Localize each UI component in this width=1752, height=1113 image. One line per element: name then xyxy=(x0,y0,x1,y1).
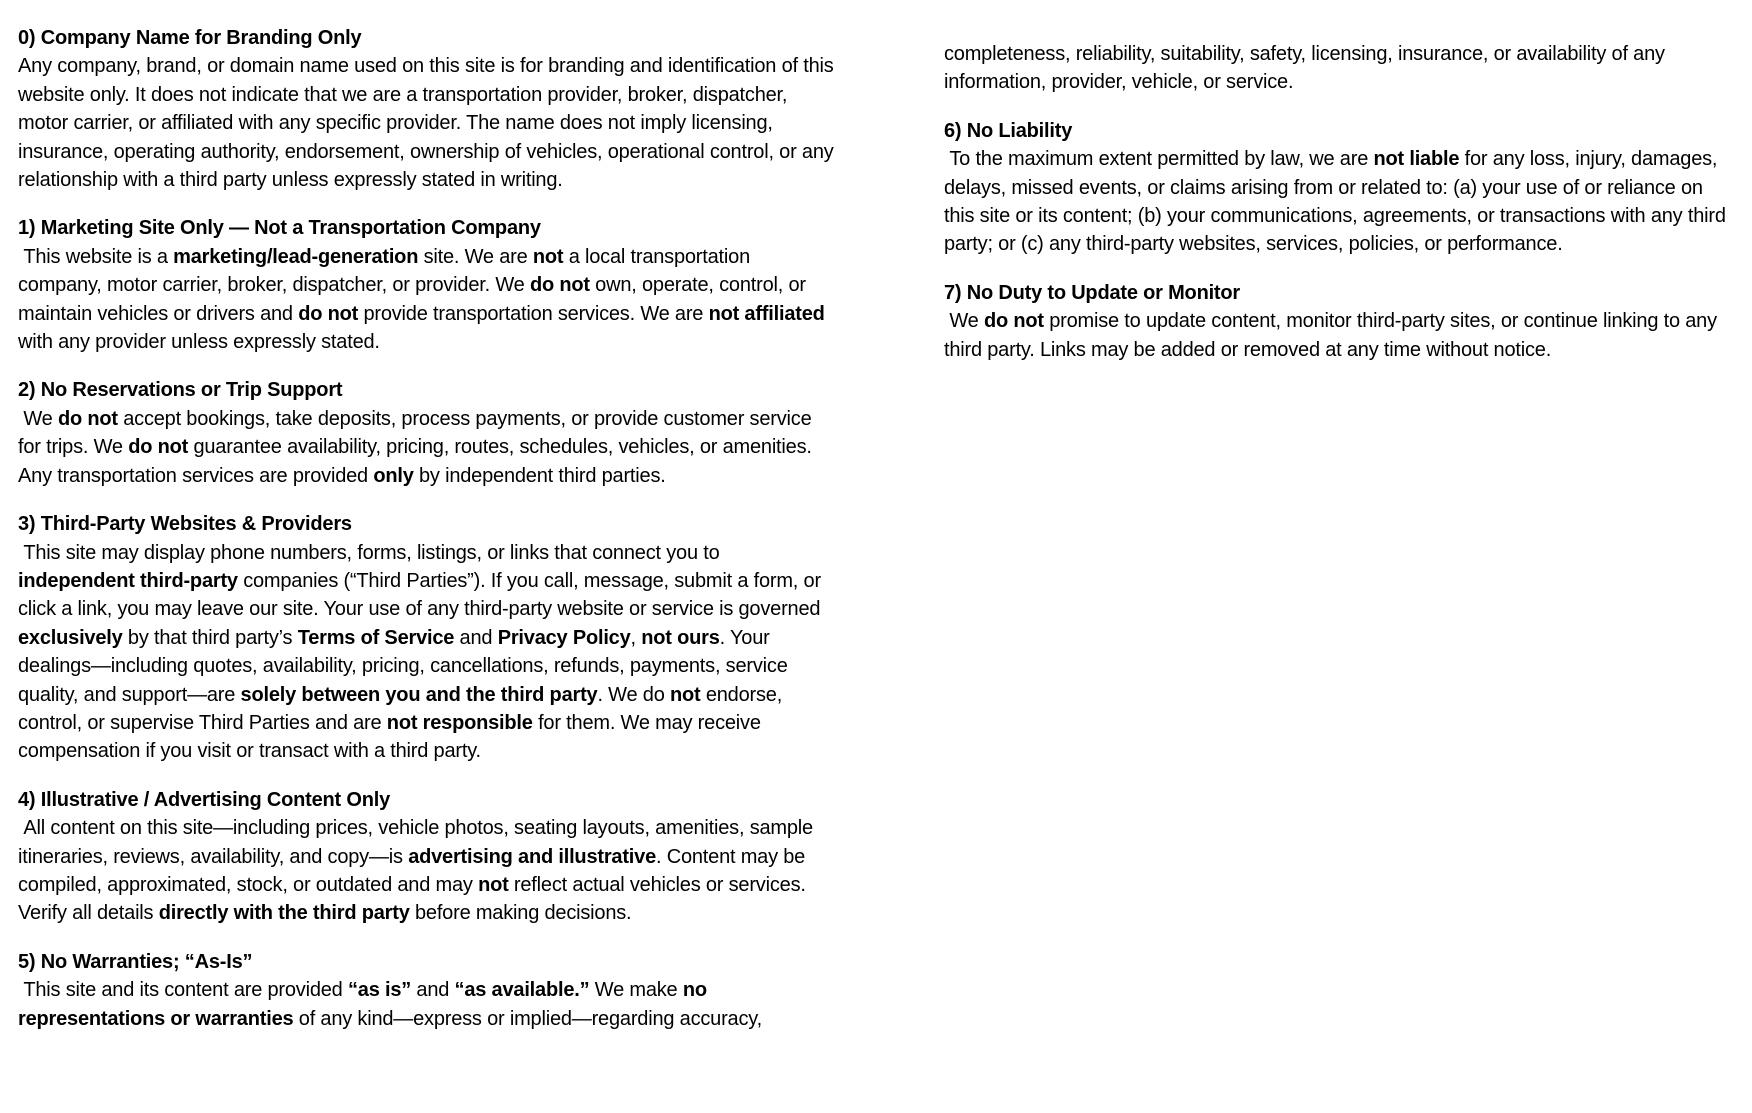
section-heading: 5) No Warranties; “As-Is” xyxy=(18,950,253,973)
disclaimer-section xyxy=(18,376,834,490)
section-paragraph: Any company, brand, or domain name used on this site is for branding and identification of this website only. It does not indicate that we are a transportation provider, broker, dispatcher, motor carrier, or affiliated with any specific provider. The name does not imply licensing, insurance, operating authority, endorsement, ownership of vehicles, operational control, or any relationship with a third party unless expressly stated in writing. xyxy=(18,55,839,192)
bold-text: do not xyxy=(128,436,189,459)
disclaimer-section xyxy=(18,948,834,1033)
bold-text: not liable xyxy=(1373,148,1460,171)
bold-text: no representations or warranties xyxy=(18,979,713,1030)
section-paragraph: All content on this site—including prices, vehicle photos, seating layouts, amenities, sample itineraries, reviews, availability, and copy—is advertising and illustrative. Content may be compiled, approximated, stock, or outdated and may not reflect actual vehicles or services. Verify all details directly with the third party before making decisions. xyxy=(18,817,819,925)
section-paragraph: This website is a marketing/lead-generation site. We are not a local transportation company, motor carrier, broker, dispatcher, or provider. We do not own, operate, control, or maintain vehicles or drivers and do not provide transportation services. We are not affiliated with any provider unless expressly stated. xyxy=(18,245,831,354)
disclaimer-section xyxy=(18,510,834,766)
bold-text: exclusively xyxy=(18,626,123,649)
section-paragraph: This site may display phone numbers, forms, listings, or links that connect you to independent third-party companies (“Third Parties”). If you call, message, submit a form, or click a link, you may leave our site. Your use of any third-party website or service is governed exclusively by that third party’s Terms of Service and Privacy Policy, not ours. Your dealings—including quotes, availability, pricing, cancellations, refunds, payments, service quality, and support—are solely between you and the third party. We do not endorse, control, or supervise Third Parties and are not responsible for them. We may receive compensation if you visit or transact with a third party. xyxy=(18,541,827,763)
bold-text: marketing/lead-generation xyxy=(173,245,419,268)
right-column xyxy=(944,40,1738,384)
left-column xyxy=(18,24,839,1053)
bold-text: Terms of Service xyxy=(297,626,455,649)
bold-text: do not xyxy=(529,274,590,297)
section-paragraph: completeness, reliability, suitability, safety, licensing, insurance, or availability of any information, provider, vehicle, or service. xyxy=(944,43,1671,94)
section-heading: 3) Third-Party Websites & Providers xyxy=(18,513,352,536)
bold-text: do not xyxy=(57,407,118,430)
bold-text: “as available.” xyxy=(454,979,590,1002)
bold-text: not ours xyxy=(641,626,720,649)
section-heading: 1) Marketing Site Only — Not a Transportation Company xyxy=(18,217,541,240)
bold-text: not affiliated xyxy=(708,302,825,325)
section-heading: 2) No Reservations or Trip Support xyxy=(18,379,343,402)
section-paragraph: We do not promise to update content, monitor third-party sites, or continue linking to any third party. Links may be added or removed at any time without notice. xyxy=(944,310,1723,361)
disclaimer-section xyxy=(944,117,1738,259)
section-paragraph: This site and its content are provided “as is” and “as available.” We make no representations or warranties of any kind—express or implied—regarding accuracy, xyxy=(18,979,762,1030)
bold-text: directly with the third party xyxy=(158,902,410,925)
bold-text: advertising and illustrative xyxy=(408,845,656,868)
section-paragraph: To the maximum extent permitted by law, we are not liable for any loss, injury, damages, delays, missed events, or claims arising from or related to: (a) your use of or reliance on this site or its content; (b) your communications, agreements, or transactions with any third party; or (c) any third-party websites, services, policies, or performance. xyxy=(944,148,1732,256)
section-heading: 4) Illustrative / Advertising Content Only xyxy=(18,788,391,811)
bold-text: not xyxy=(478,873,509,896)
disclaimer-section xyxy=(18,786,834,928)
bold-text: not responsible xyxy=(386,711,533,734)
bold-text: independent third-party xyxy=(18,569,238,592)
disclaimer-section xyxy=(18,24,839,194)
section-paragraph: We do not accept bookings, take deposits, process payments, or provide customer service for trips. We do not guarantee availability, pricing, routes, schedules, vehicles, or amenities. Any transportation services are provided only by independent third parties. xyxy=(18,407,817,487)
disclaimer-section xyxy=(944,279,1738,364)
bold-text: not xyxy=(532,245,564,268)
disclaimer-section-continued xyxy=(944,40,1738,97)
bold-text: solely between you and the third party xyxy=(240,683,598,706)
section-heading: 7) No Duty to Update or Monitor xyxy=(944,281,1240,304)
bold-text: do not xyxy=(983,310,1044,333)
bold-text: “as is” xyxy=(347,979,412,1002)
bold-text: not xyxy=(669,683,701,706)
bold-text: only xyxy=(373,464,414,487)
disclaimer-section xyxy=(18,214,834,356)
section-heading: 0) Company Name for Branding Only xyxy=(18,27,362,49)
bold-text: Privacy Policy xyxy=(497,626,631,649)
bold-text: do not xyxy=(298,302,359,325)
section-heading: 6) No Liability xyxy=(944,119,1073,142)
